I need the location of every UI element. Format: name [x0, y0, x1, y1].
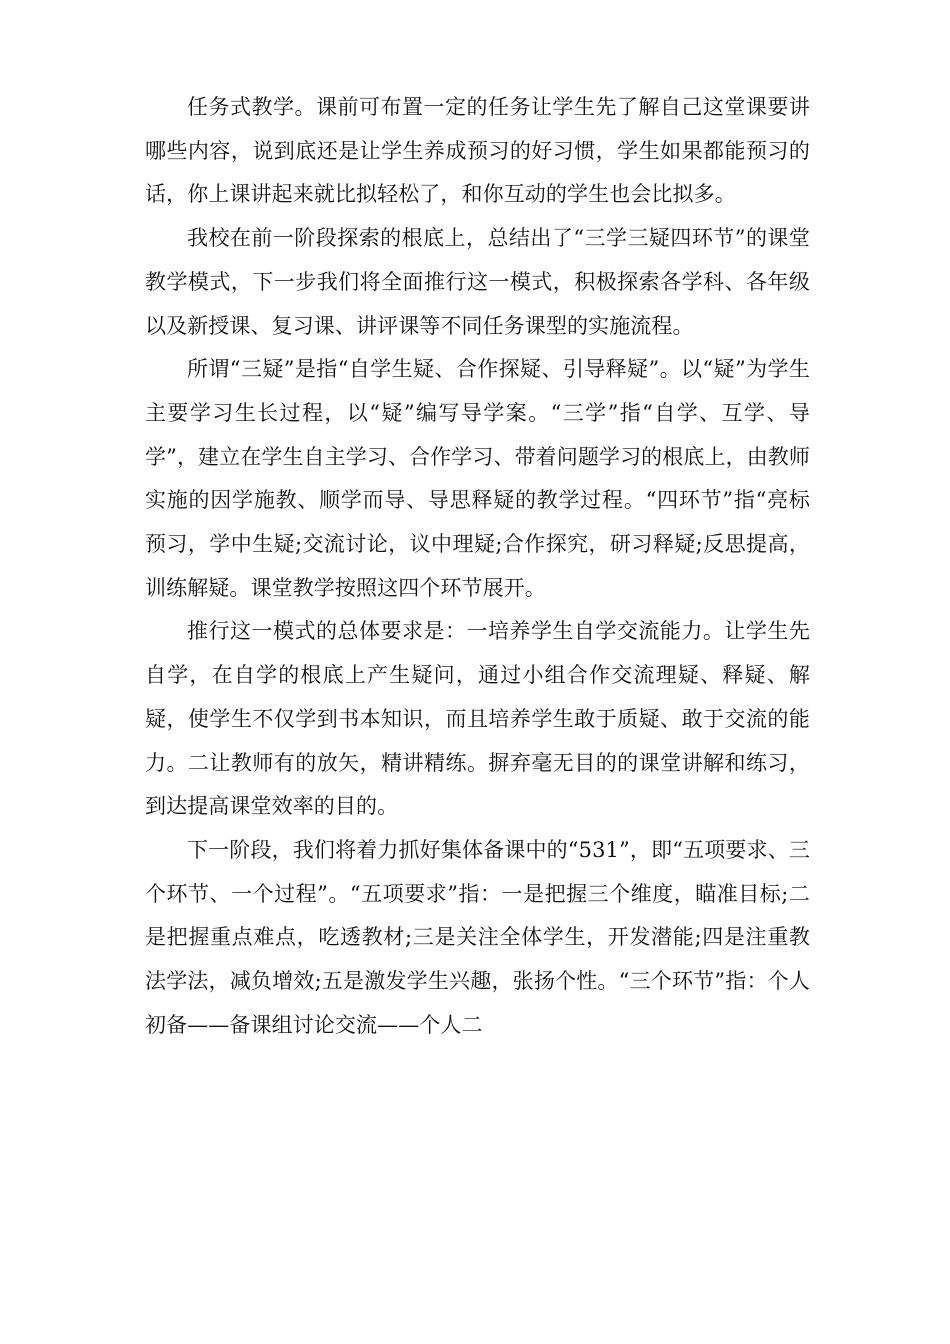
paragraph-overall-requirements: 推行这一模式的总体要求是：一培养学生自学交流能力。让学生先自学，在自学的根底上产生疑问，通过小组合作交流理疑、释疑、解疑，使学生不仅学到书本知识，而且培养学生敢于质疑、敢于交流的能力。二让教师有的放矢，精讲精练。摒弃毫无目的的课堂讲解和练习，到达提高课堂效率的目的。	[145, 619, 810, 819]
paragraph-task-teaching: 任务式教学。课前可布置一定的任务让学生先了解自己这堂课要讲哪些内容，说到底还是让学生养成预习的好习惯，学生如果都能预习的话，你上课讲起来就比拟轻松了，和你互动的学生也会比拟多。	[145, 95, 810, 207]
paragraph-next-stage: 下一阶段，我们将着力抓好集体备课中的“531”，即“五项要求、三个环节、一个过程”。“五项要求”指：一是把握三个维度，瞄准目标;二是把握重点难点，吃透教材;三是关注全体学生，开发潜能;四是注重教法学法，减负增效;五是激发学生兴趣，张扬个性。“三个环节”指：个人初备——备课组讨论交流——个人二	[145, 837, 810, 1037]
paragraph-three-doubts: 所谓“三疑”是指“自学生疑、合作探疑、引导释疑”。以“疑”为学生主要学习生长过程，以“疑”编写导学案。“三学”指“自学、互学、导学”，建立在学生自主学习、合作学习、带着问题学习的根底上，由教师实施的因学施教、顺学而导、导思释疑的教学过程。“四环节”指“亮标预习，学中生疑;交流讨论，议中理疑;合作探究，研习释疑;反思提高，训练解疑。课堂教学按照这四个环节展开。	[145, 357, 810, 600]
paragraph-teaching-model: 我校在前一阶段探索的根底上，总结出了“三学三疑四环节”的课堂教学模式，下一步我们将全面推行这一模式，积极探索各学科、各年级以及新授课、复习课、讲评课等不同任务课型的实施流程。	[145, 226, 810, 338]
document-body	[145, 86, 810, 1047]
